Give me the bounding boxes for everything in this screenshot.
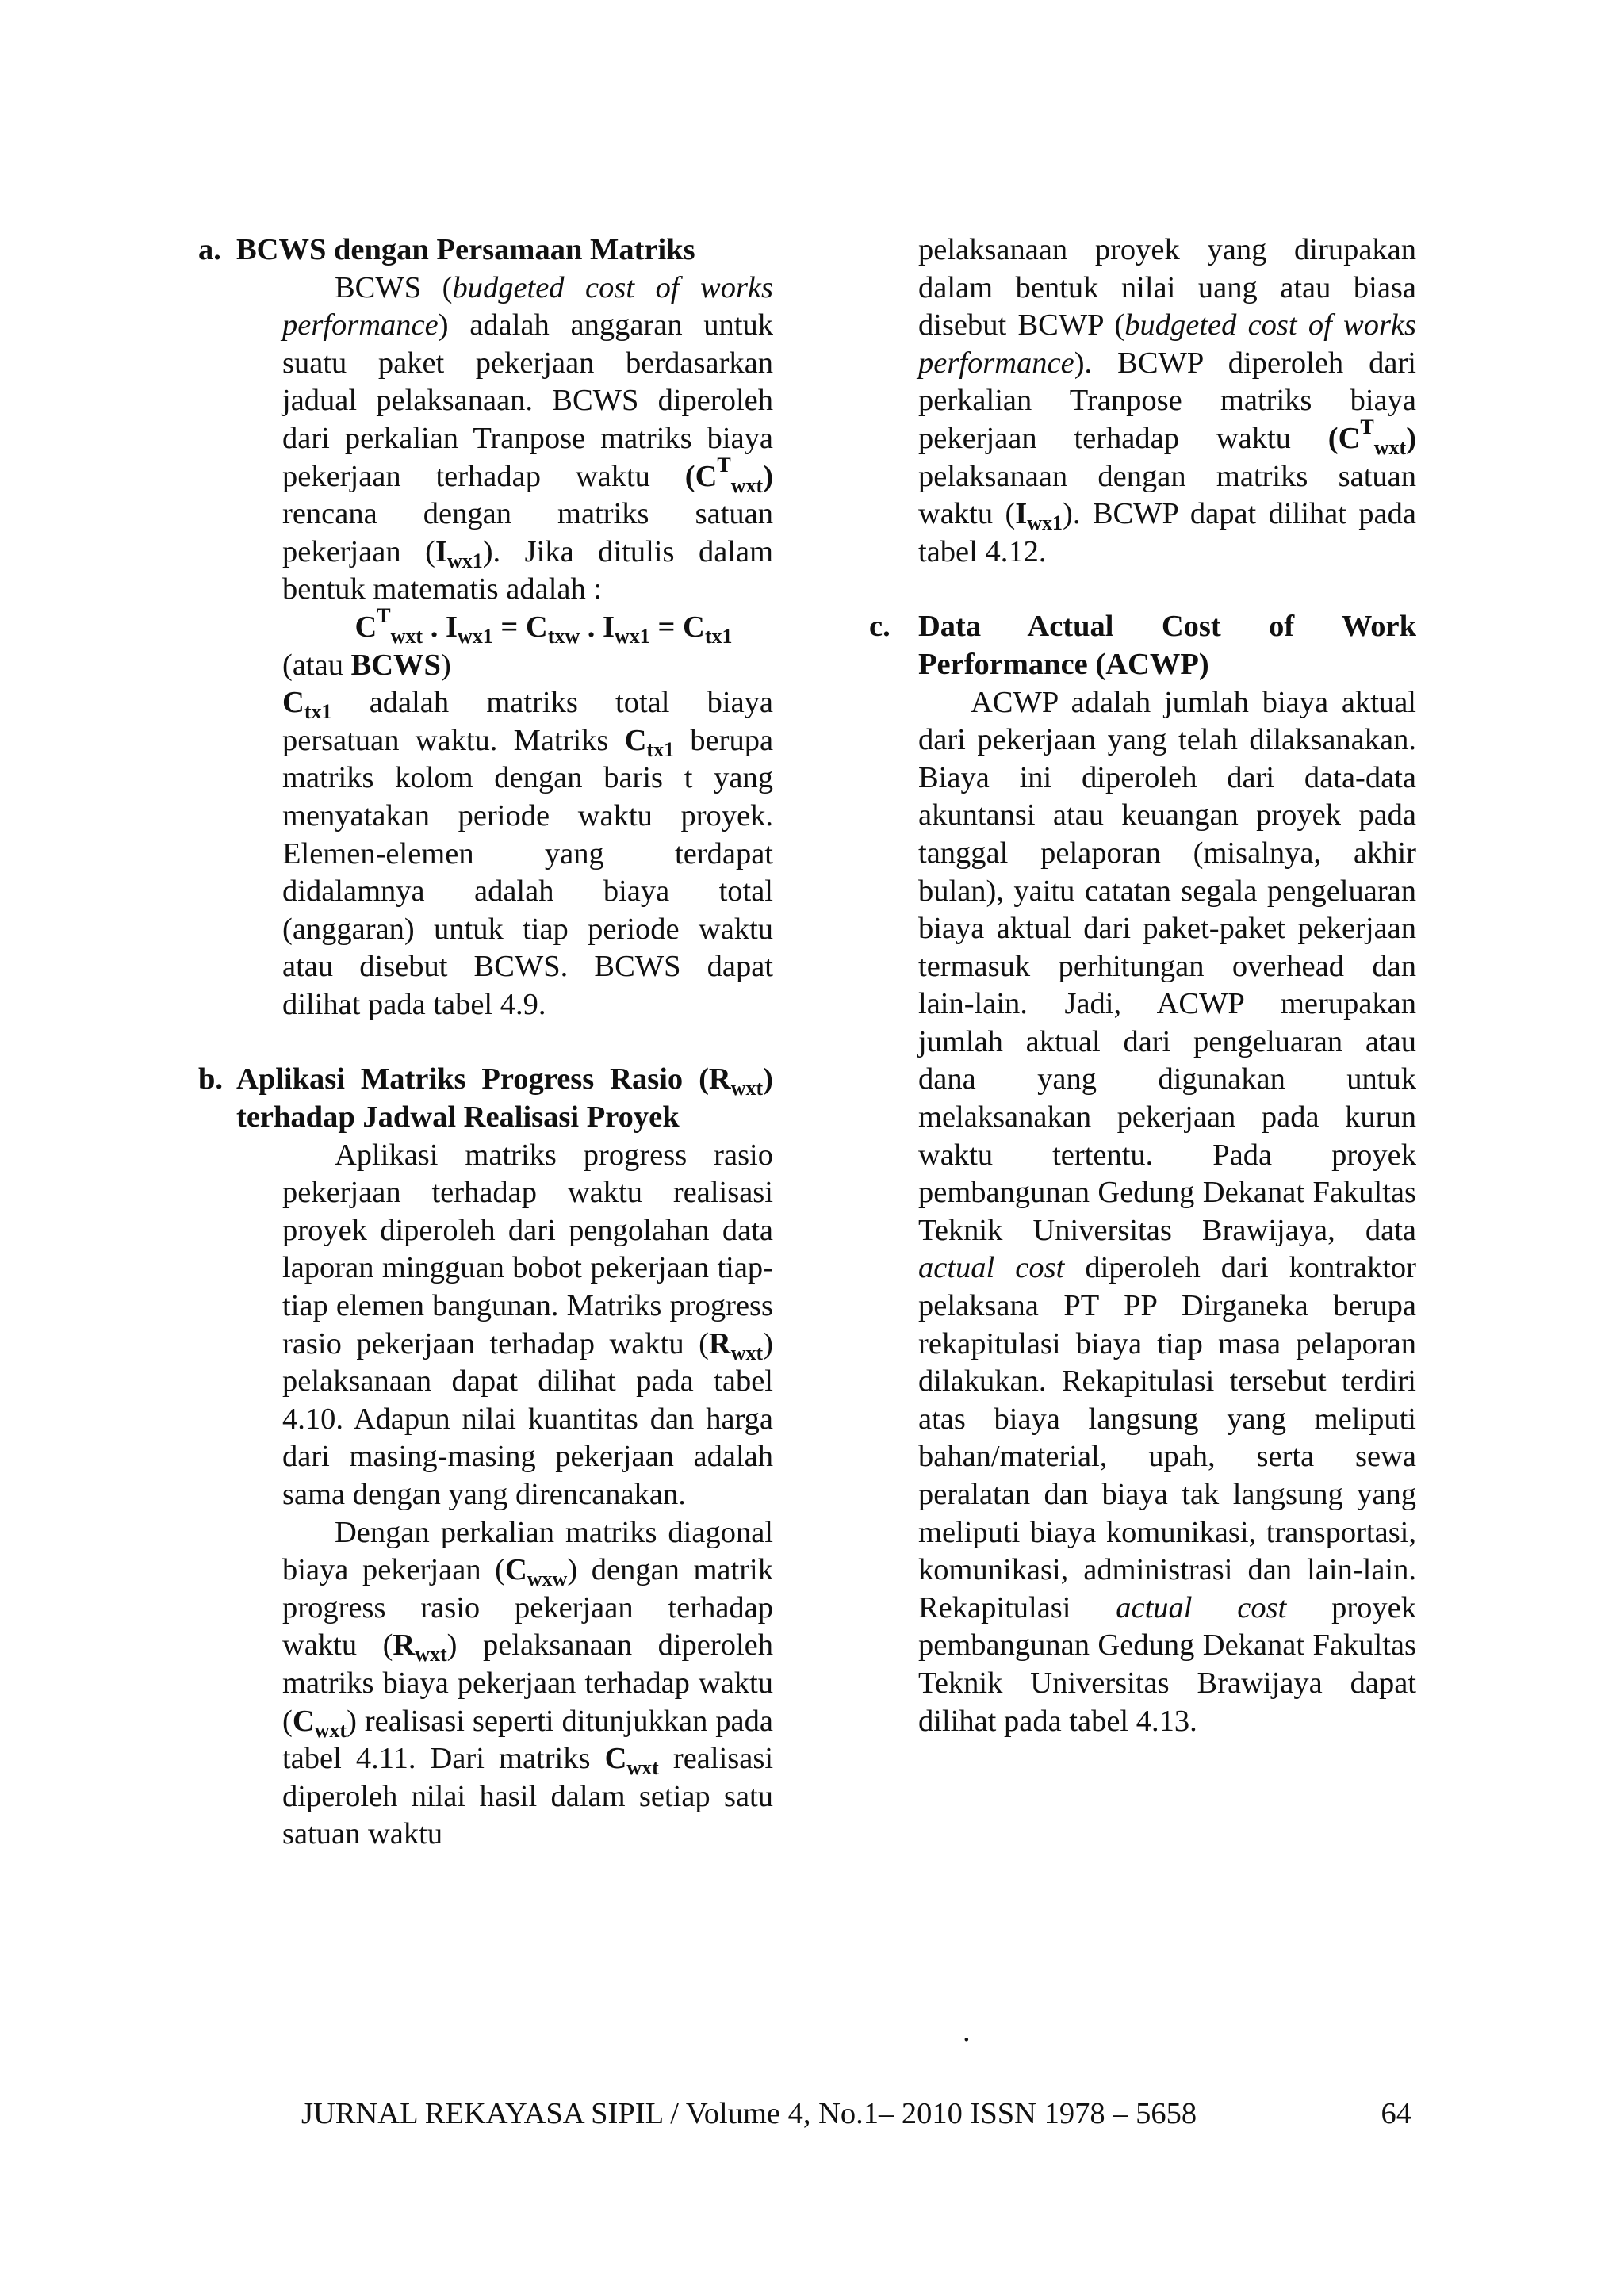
subscript-wx1: wx1: [446, 549, 483, 572]
section-c-title: Data Actual Cost of Work Performance (ACWP): [918, 610, 1416, 681]
right-intro-paragraph: pelaksanaan proyek yang dirupakan dalam bentuk nilai uang atau biasa disebut BCWP (budgeted cost of works performance). BCWP diperoleh dari perkalian Tranpose matriks biaya pekerjaan terhadap waktu $(C^T_{wxt})$ pelaksanaan dengan matriks satuan waktu $(I_{wx1})$. BCWP dapat dilihat pada tabel 4.12.: [918, 233, 1417, 568]
right-column: [869, 232, 1416, 1740]
symbol-c: C: [695, 459, 718, 493]
section-a-heading: [198, 232, 773, 270]
symbol-i: I: [435, 534, 447, 568]
bcws-equation: $C^T_{wxt}$ . $I_{wx1} = C_{txw}$ . $I_{wx1} = C_{tx1}$: [354, 603, 733, 648]
superscript-t: T: [717, 453, 731, 476]
section-a-paragraph-2: $C_{tx1}$ adalah matriks total biaya persatuan waktu. Matriks $C_{tx1}$ berupa matriks kolom dengan baris t yang menyatakan periode waktu proyek. Elemen-elemen yang terdapat didalamnya adalah biaya total (anggaran) untuk tiap periode waktu atau disebut BCWS. BCWS dapat dilihat pada tabel 4.9.: [282, 686, 774, 1021]
section-b-title: Aplikasi Matriks Progress Rasio $(R_{wxt})$ terhadap Jadwal Realisasi Proyek: [236, 1062, 773, 1135]
section-c-heading: [869, 608, 1416, 683]
bcws-acronym: BCWS: [335, 270, 422, 304]
page-number: 64: [1381, 2097, 1411, 2130]
section-b-paragraph-2: Dengan perkalian matriks diagonal biaya pekerjaan $(C_{wxw})$ dengan matrik progress rasio pekerjaan terhadap waktu $(R_{wxt})$ pelaksanaan diperoleh matriks biaya pekerjaan terhadap waktu $(C_{wxt})$ realisasi seperti ditunjukkan pada tabel 4.11. Dari matriks $C_{wxt}$ realisasi diperoleh nilai hasil dalam setiap satu satuan waktu: [282, 1515, 774, 1851]
stray-period: .: [963, 2015, 971, 2048]
text-run: Jika ditulis dalam bentuk matematis adalah :: [282, 534, 774, 607]
page-footer: [301, 2096, 1411, 2131]
section-a-title: BCWS dengan Persamaan Matriks: [236, 233, 695, 266]
section-a-label: a.: [198, 233, 221, 266]
section-b-heading: [198, 1061, 773, 1136]
section-a-body: [282, 270, 773, 1024]
section-c-body: [918, 684, 1416, 1741]
section-c-label: c.: [869, 610, 891, 644]
right-intro: [918, 232, 1416, 571]
section-a-paragraph-1: BCWS (budgeted cost of works performance) adalah anggaran untuk suatu paket pekerjaan berdasarkan jadual pelaksanaan. BCWS diperoleh dari perkalian Tranpose matriks biaya pekerjaan terhadap waktu $(C^T_{wxt})$ rencana dengan matriks satuan pekerjaan $(I_{wx1})$. Jika ditulis dalam bentuk matematis adalah :: [282, 270, 774, 607]
equation-alias: (atau BCWS): [282, 648, 451, 682]
bcws-term: budgeted cost of works performance: [282, 270, 773, 342]
section-b-paragraph-1: Aplikasi matriks progress rasio pekerjaan terhadap waktu realisasi proyek diperoleh dari pengolahan data laporan mingguan bobot pekerjaan tiap-tiap elemen bangunan. Matriks progress rasio pekerjaan terhadap waktu $(R_{wxt})$ pelaksanaan dapat dilihat pada tabel 4.10. Adapun nilai kuantitas dan harga dari masing-masing pekerjaan adalah sama dengan yang direncanakan.: [282, 1138, 773, 1511]
section-b-body: [282, 1137, 773, 1854]
subscript-wxt: wxt: [730, 473, 764, 497]
text-run: adalah anggaran untuk suatu paket pekerjaan berdasarkan jadual pelaksanaan. BCWS diperoleh dari perkalian Tranpose matriks biaya pekerjaan terhadap waktu: [282, 308, 773, 493]
journal-citation: JURNAL REKAYASA SIPIL / Volume 4, No.1– 2010 ISSN 1978 – 5658: [301, 2097, 1197, 2130]
section-b-label: b.: [198, 1062, 224, 1096]
left-column: [198, 232, 773, 1854]
text-run: rencana dengan matriks satuan pekerjaan: [282, 497, 773, 568]
section-c-paragraph: ACWP adalah jumlah biaya aktual dari pekerjaan yang telah dilaksanakan. Biaya ini diperoleh dari data-data akuntansi atau keuangan proyek pada tanggal pelaporan (misalnya, akhir bulan), yaitu catatan segala pengeluaran biaya aktual dari paket-paket pekerjaan termasuk perhitungan overhead dan lain-lain. Jadi, ACWP merupakan jumlah aktual dari pengeluaran atau dana yang digunakan untuk melaksanakan pekerjaan pada kurun waktu tertentu. Pada proyek pembangunan Gedung Dekanat Fakultas Teknik Universitas Brawijaya, data actual cost diperoleh dari kontraktor pelaksana PT PP Dirganeka berupa rekapitulasi biaya tiap masa pelaporan dilakukan. Rekapitulasi tersebut terdiri atas biaya langsung yang meliputi bahan/material, upah, serta sewa peralatan dan biaya tak langsung yang meliputi biaya komunikasi, transportasi, komunikasi, administrasi dan lain-lain. Rekapitulasi actual cost proyek pembangunan Gedung Dekanat Fakultas Teknik Universitas Brawijaya dapat dilihat pada tabel 4.13.: [918, 685, 1417, 1738]
